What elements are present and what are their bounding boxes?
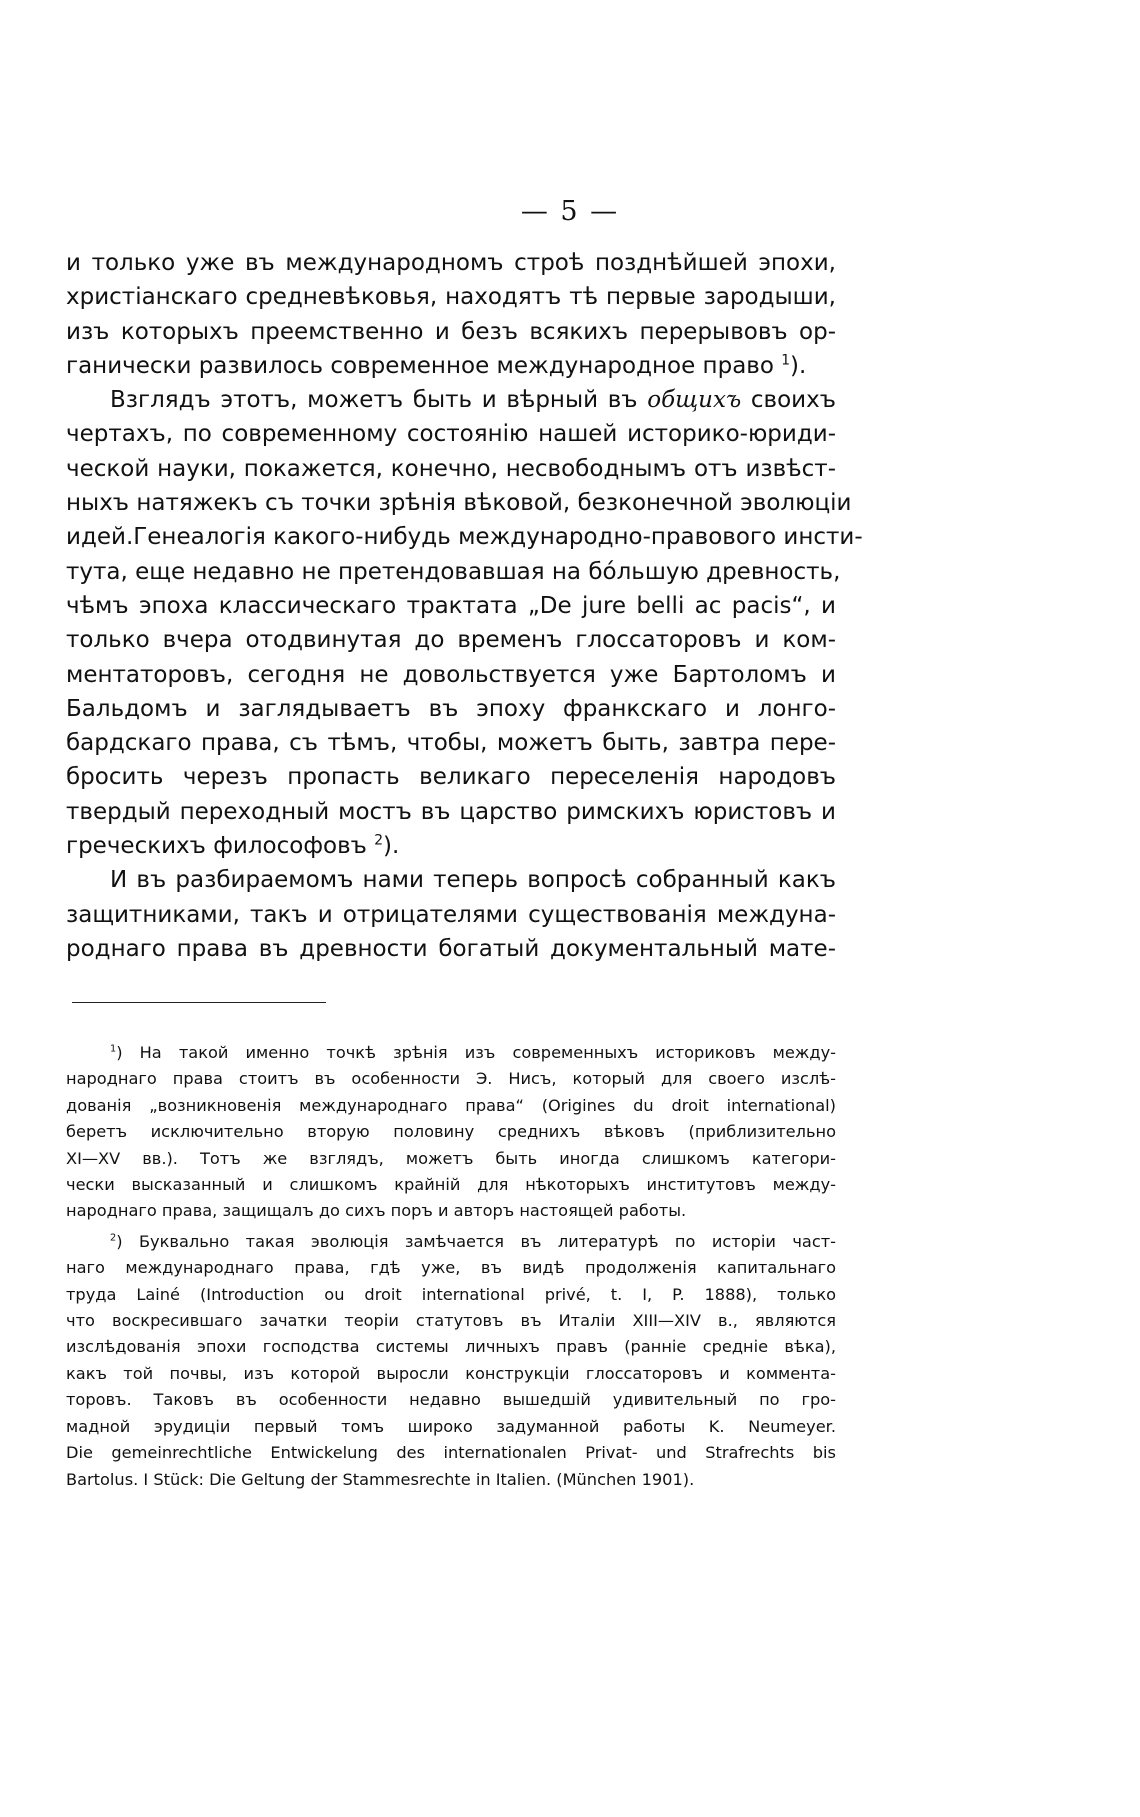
text-line: только вчера отодвинутая до временъ глоссаторовъ и ком- (66, 627, 836, 654)
main-text (66, 246, 863, 966)
text-line: и только уже въ международномъ строѣ позднѣйшей эпохи, (66, 250, 836, 276)
text-line: Взглядъ этотъ, можетъ быть и вѣрный въ общихъ своихъ (110, 387, 836, 414)
footnote-line: труда Lainé (Introduction ou droit international privé, t. I, P. 1888), только (66, 1284, 836, 1304)
footnote-1 (66, 1040, 836, 1225)
footnote-line: чески высказанный и слишкомъ крайній для нѣкоторыхъ институтовъ между- (66, 1175, 836, 1195)
text-line: христіанскаго средневѣковья, находятъ тѣ первые зародыши, (66, 284, 836, 311)
emphasized-word: общихъ (647, 387, 742, 414)
text-line-with-footnote (66, 829, 836, 863)
footnote-reference[interactable]: 1 (781, 352, 791, 369)
footnote-line: беретъ исключительно вторую половину среднихъ вѣковъ (приблизительно (66, 1122, 836, 1142)
footnote-reference-close: ). (790, 352, 807, 379)
text-line: ныхъ натяжекъ съ точки зрѣнія вѣковой, безконечной эволюціи (66, 490, 852, 517)
footnote-line: торовъ. Таковъ въ особенности недавно вышедшій удивительный по гро- (66, 1390, 836, 1410)
footnote-divider (72, 1002, 326, 1003)
text-line: ганически развилось современное международное право (66, 352, 774, 379)
footnote-text: ) На такой именно точкѣ зрѣнія изъ современныхъ историковъ между- (116, 1043, 836, 1062)
footnote-line: что воскресившаго зачатки теоріи статутовъ въ Италіи XIII—XIV в., являются (66, 1311, 836, 1331)
footnote-marker: 2 (110, 1232, 117, 1244)
text-line: И въ разбираемомъ нами теперь вопросѣ собранный какъ (110, 867, 836, 894)
footnote-line: дованія „возникновенія международнаго права“ (Origines du droit international) (66, 1095, 836, 1115)
text-line: изъ которыхъ преемственно и безъ всякихъ перерывовъ ор- (66, 318, 836, 345)
footnote-line: XI—XV вв.). Тотъ же взглядъ, можетъ быть иногда слишкомъ категори- (66, 1148, 836, 1168)
text-line: ментаторовъ, сегодня не довольствуется уже Бартоломъ и (66, 661, 836, 688)
footnote-text: ) Буквально такая эволюція замѣчается въ литературѣ по исторіи част- (116, 1231, 836, 1251)
page-number: — 5 — (520, 196, 620, 227)
text-line: бардскаго права, съ тѣмъ, чтобы, можетъ быть, завтра пере- (66, 730, 836, 757)
footnote-line: Bartolus. I Stück: Die Geltung der Stammesrechte in Italien. (München 1901). (66, 1469, 695, 1489)
text-line: защитниками, такъ и отрицателями существованія междуна- (66, 901, 836, 928)
text-line: твердый переходный мостъ въ царство римскихъ юристовъ и (66, 798, 836, 825)
text-line: тута, еще недавно не претендовавшая на бóльшую древность, (66, 558, 841, 585)
footnote-line: мадной эрудиціи первый томъ широко задуманной работы K. Neumeyer. (66, 1416, 836, 1436)
text-line: роднаго права въ древности богатый документальный мате- (66, 935, 836, 962)
text-line: греческихъ философовъ (66, 833, 367, 860)
text-line: Бальдомъ и заглядываетъ въ эпоху франкскаго и лонго- (66, 695, 836, 722)
text-line: чѣмъ эпоха классическаго трактата „De jure belli ac pacis“, и (66, 592, 836, 619)
text-line: чертахъ, по современному состоянію нашей историко-юриди- (66, 421, 836, 448)
text-line: идей.Генеалогія какого-нибудь международно-правового инсти- (66, 524, 863, 551)
text-line-with-footnote (66, 349, 836, 383)
footnote-line: наго международнаго права, гдѣ уже, въ видѣ продолженія капитальнаго (66, 1258, 836, 1278)
text-line: бросить черезъ пропасть великаго переселенія народовъ (66, 764, 836, 791)
footnote-line: изслѣдованія эпохи господства системы личныхъ правъ (ранніе средніе вѣка), (66, 1337, 836, 1357)
footnote-reference-close: ). (382, 833, 400, 860)
footnote-line (66, 1229, 836, 1255)
footnote-line: народнаго права стоитъ въ особенности Э. Нисъ, который для своего изслѣ- (66, 1069, 836, 1089)
footnote-reference[interactable]: 2 (374, 832, 383, 849)
footnote-line: народнаго права, защищалъ до сихъ поръ и авторъ настоящей работы. (66, 1201, 687, 1221)
footnote-line: какъ той почвы, изъ которой выросли конструкціи глоссаторовъ и коммента- (66, 1363, 836, 1383)
text-line: ческой науки, покажется, конечно, несвободнымъ отъ извѣст- (66, 455, 836, 482)
footnote-line (66, 1040, 836, 1066)
footnote-marker: 1 (110, 1043, 117, 1055)
footnotes (66, 1040, 836, 1497)
footnote-line: Die gemeinrechtliche Entwickelung des internationalen Privat- und Strafrechts bis (66, 1443, 836, 1463)
footnote-2 (66, 1229, 836, 1493)
